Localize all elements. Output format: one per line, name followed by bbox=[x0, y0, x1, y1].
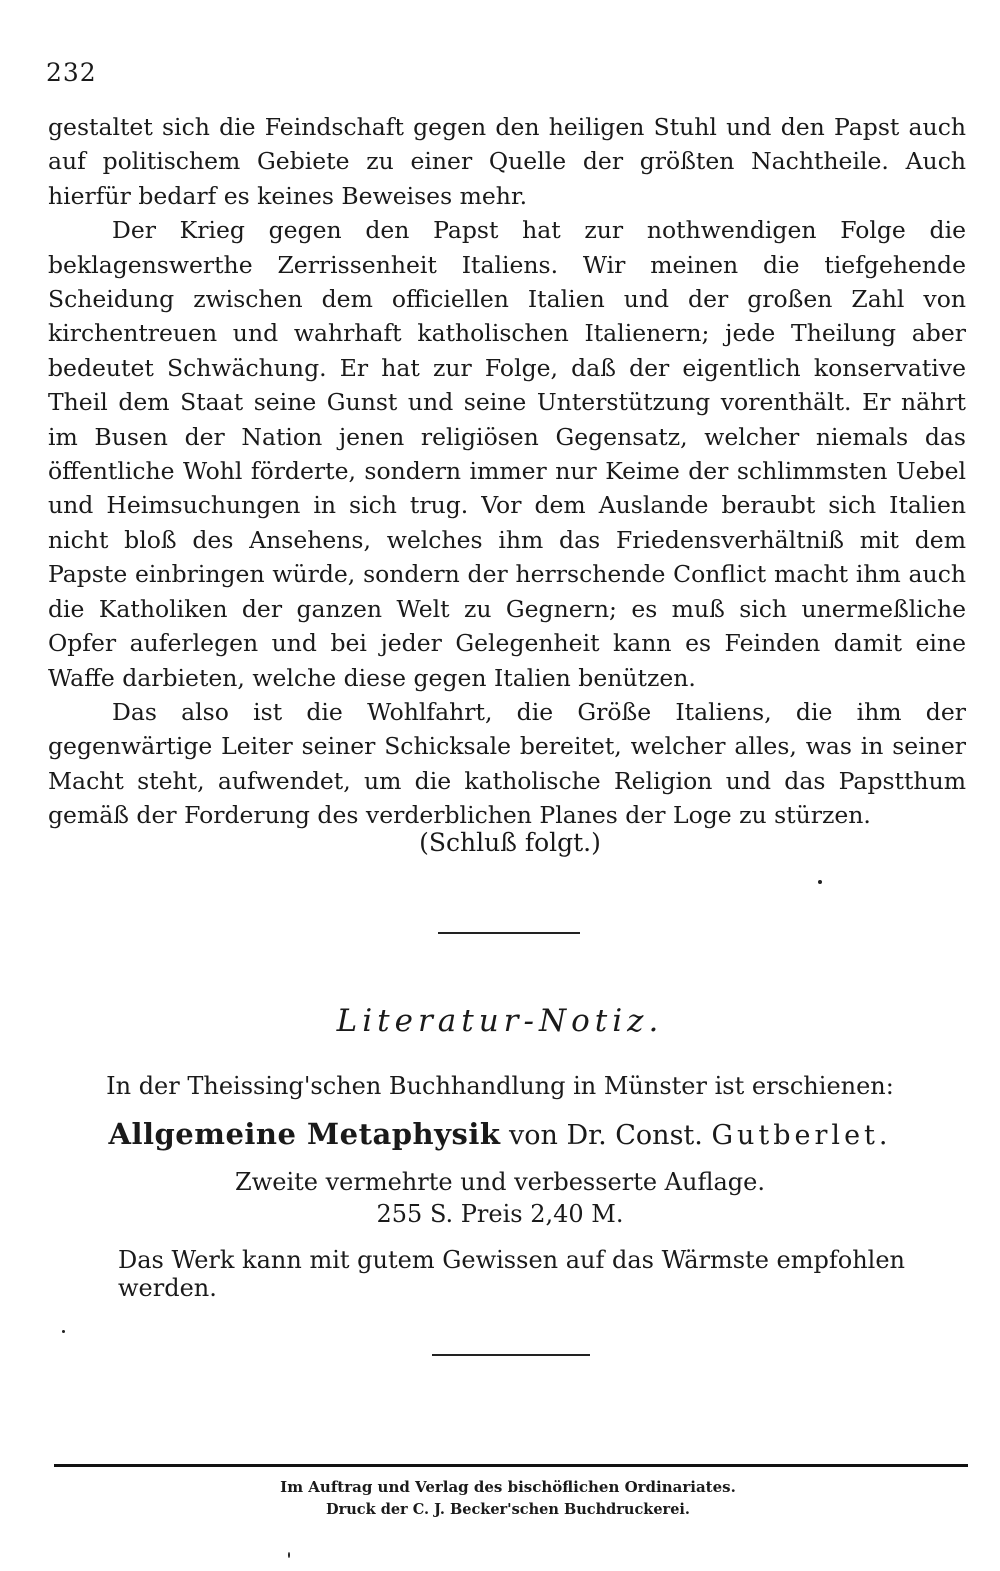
print-speck bbox=[62, 1330, 65, 1333]
book-by: von Dr. Const. bbox=[509, 1120, 703, 1151]
print-speck bbox=[288, 1552, 290, 1558]
print-speck bbox=[818, 880, 822, 884]
section-divider bbox=[438, 932, 580, 934]
book-line bbox=[0, 1117, 1000, 1151]
book-recommendation: Das Werk kann mit gutem Gewissen auf das Wärmste empfohlen werden. bbox=[118, 1246, 905, 1302]
paragraph-3: Das also ist die Wohlfahrt, die Größe Italiens, die ihm der gegenwärtige Leiter seiner Schicksale bereitet, welcher alles, was in seiner Macht steht, aufwendet, um die katholische Religion und das Papstthum gemäß der Forderung des verderblichen Planes der Loge zu stürzen. bbox=[48, 697, 966, 830]
book-title: Allgemeine Metaphysik bbox=[108, 1117, 501, 1151]
imprint-printer: Druck der C. J. Becker'schen Buchdruckerei. bbox=[326, 1501, 690, 1518]
footer-rule bbox=[54, 1464, 968, 1467]
continued-note: (Schluß folgt.) bbox=[419, 828, 601, 857]
literature-heading: Literatur-Notiz. bbox=[336, 1003, 664, 1039]
paragraph-1: gestaltet sich die Feindschaft gegen den heiligen Stuhl und den Papst auch auf politischem Gebiete zu einer Quelle der größten Nachtheile. Auch hierfür bedarf es keines Beweises mehr. bbox=[48, 113, 966, 210]
section-divider bbox=[432, 1354, 590, 1356]
book-price: 255 S. Preis 2,40 M. bbox=[376, 1200, 624, 1228]
page-number: 232 bbox=[46, 58, 97, 87]
book-author: Gutberlet. bbox=[711, 1120, 892, 1151]
literature-intro: In der Theissing'schen Buchhandlung in Münster ist erschienen: bbox=[106, 1072, 894, 1100]
article-body bbox=[48, 110, 966, 833]
imprint-publisher: Im Auftrag und Verlag des bischöflichen Ordinariates. bbox=[280, 1478, 736, 1496]
book-edition: Zweite vermehrte und verbesserte Auflage. bbox=[235, 1168, 765, 1196]
paragraph-2: Der Krieg gegen den Papst hat zur nothwendigen Folge die beklagenswerthe Zerrissenheit Italiens. Wir meinen die tiefgehende Scheidung zwischen dem officiellen Italien und der großen Zahl von kirchentreuen und wahrhaft katholischen Italienern; jede Theilung aber bedeutet Schwächung. Er hat zur Folge, daß der eigentlich konservative Theil dem Staat seine Gunst und seine Unterstützung vorenthält. Er nährt im Busen der Nation jenen religiösen Gegensatz, welcher niemals das öffentliche Wohl förderte, sondern immer nur Keime der schlimmsten Uebel und Heimsuchungen in sich trug. Vor dem Auslande beraubt sich Italien nicht bloß des Ansehens, welches ihm das Friedensverhältniß mit dem Papste einbringen würde, sondern der herrschende Conflict macht ihm auch die Katholiken der ganzen Welt zu Gegnern; es muß sich unermeßliche Opfer auferlegen und bei jeder Gelegenheit kann es Feinden damit eine Waffe darbieten, welche diese gegen Italien benützen. bbox=[48, 216, 966, 692]
